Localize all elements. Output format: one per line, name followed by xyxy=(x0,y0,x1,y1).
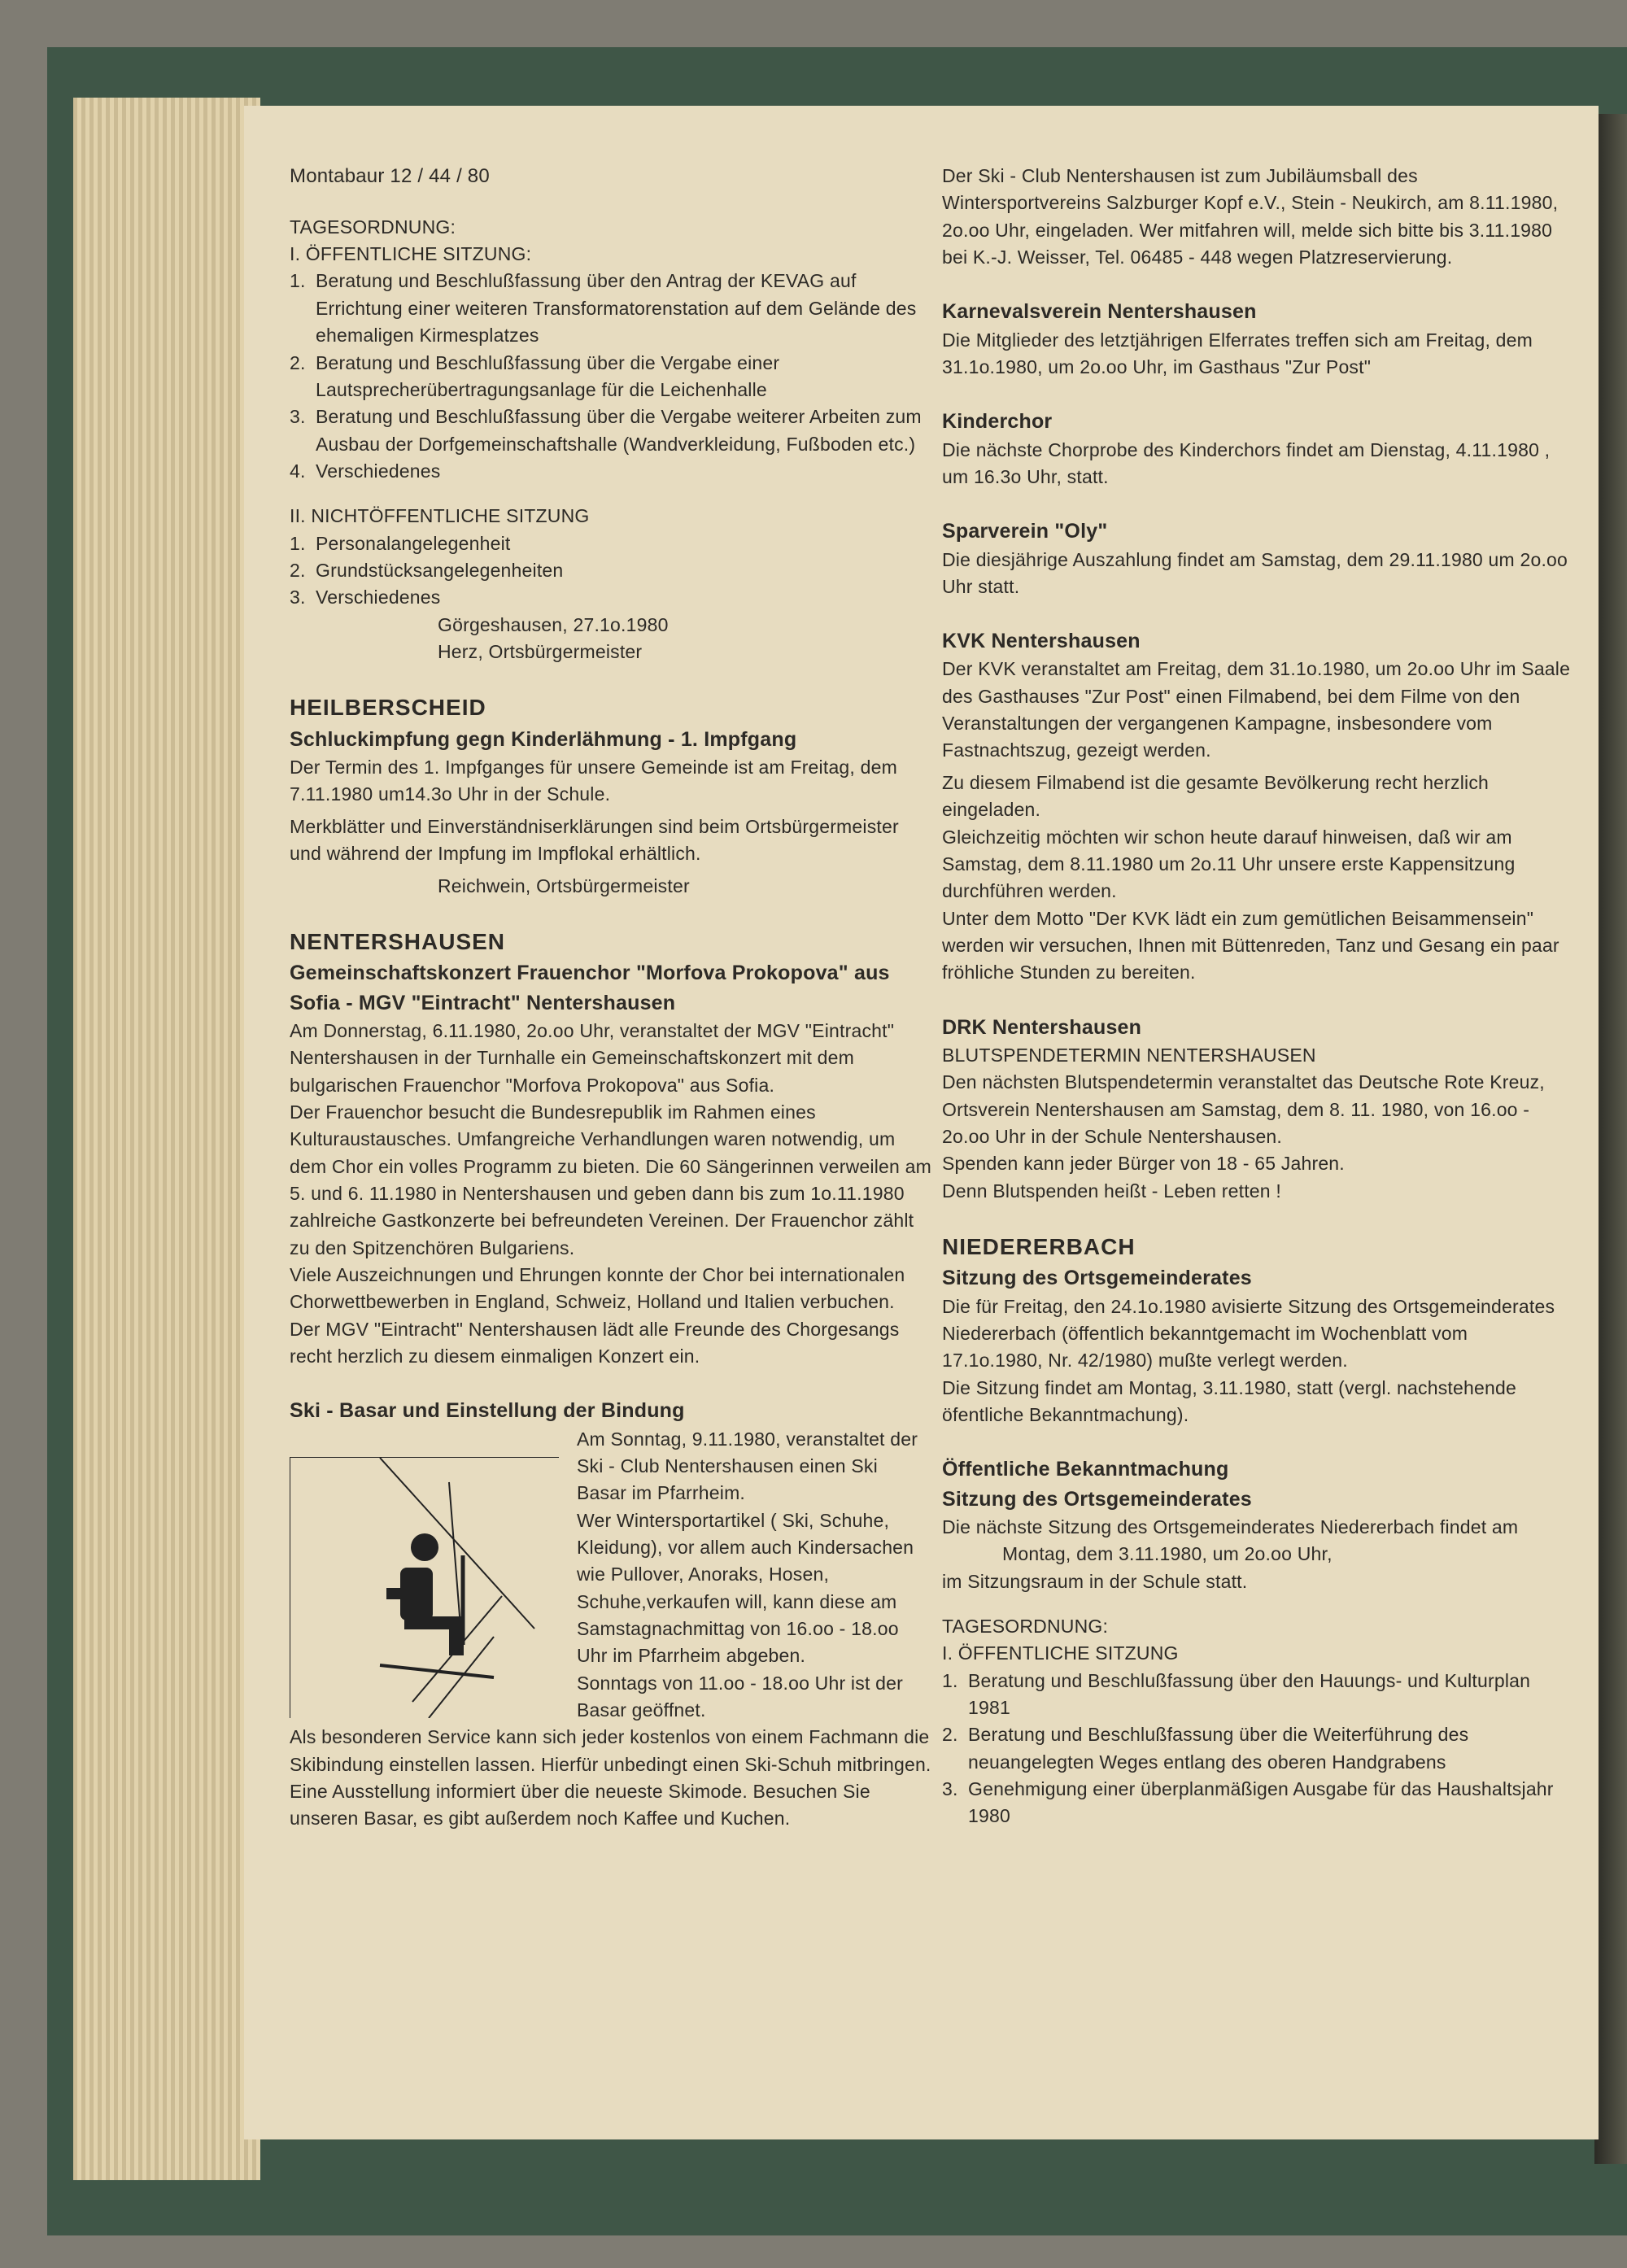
place-heading: NENTERSHAUSEN xyxy=(290,928,506,954)
section-bekanntmachung xyxy=(942,1455,1572,1830)
paragraph: Unter dem Motto "Der KVK lädt ein zum gemütlichen Beisammensein" werden wir versuchen, Ihnen mit Büttenreden, Tanz und Gesang ein paar fröhliche Stunden zu bereiten. xyxy=(942,907,1559,984)
signature: Reichwein, Ortsbürgermeister xyxy=(438,874,690,896)
paragraph: Viele Auszeichnungen und Ehrungen konnte der Chor bei internationalen Chorwettbewerben in England, Schweiz, Holland und Italien verbuchen. xyxy=(290,1264,905,1313)
agenda-item: 2. Beratung und Beschlußfassung über die Vergabe einer Lautsprecherübertragungsanlage für die Leichenhalle xyxy=(290,351,780,400)
paragraph: Am Sonntag, 9.11.1980, veranstaltet der Ski - Club Nentershausen einen Ski Basar im Pfarrheim. xyxy=(577,1428,918,1504)
agenda-title: TAGESORDNUNG: xyxy=(290,216,456,238)
section-heading: DRK Nentershausen xyxy=(942,1015,1142,1039)
page-edges xyxy=(73,98,260,2180)
section-heading: KVK Nentershausen xyxy=(942,630,1141,653)
section-heading: Schluckimpfung gegn Kinderlähmung - 1. Impfgang xyxy=(290,727,797,751)
section-drk xyxy=(942,1013,1572,1205)
place-heading: NIEDERERBACH xyxy=(942,1233,1136,1259)
paragraph: im Sitzungsraum in der Schule statt. xyxy=(942,1570,1248,1592)
agenda-item: 2. Beratung und Beschlußfassung über die Weiterführung des neuangelegten Weges entlang des oberen Handgrabens xyxy=(942,1724,1469,1773)
paragraph: Die nächste Sitzung des Ortsgemeinderates Niedererbach findet am xyxy=(942,1516,1519,1537)
section-niedererbach xyxy=(942,1231,1572,1429)
newspaper-page xyxy=(244,106,1599,2139)
agenda-item: 2. Grundstücksangelegenheiten xyxy=(290,559,564,581)
meeting-date: Montag, dem 3.11.1980, um 2o.oo Uhr, xyxy=(1002,1543,1333,1565)
signature-name: Herz, Ortsbürgermeister xyxy=(438,640,643,662)
agenda-item: 3. Verschiedenes xyxy=(290,587,441,608)
paragraph: Der Frauenchor besucht die Bundesrepublik im Rahmen eines Kulturaustausches. Umfangreiche Verhandlungen waren notwendig, um dem Chor ein volles Programm zu bieten. Die 60 Sängerinnen verweilen am 5. und 6. 11.1980 in Nentershausen und geben dann bis zum 1o.11.1980 zahlreiche Gastkonzerte bei befreundeten Vereinen. Der Frauenchor zählt zu den Spitzenchören Bulgariens. xyxy=(290,1101,931,1258)
agenda-item: 3. Beratung und Beschlußfassung über die Vergabe weiterer Arbeiten zum Ausbau der Dorfgemeinschaftshalle (Wandverkleidung, Fußboden etc.) xyxy=(290,406,922,455)
paragraph: Gleichzeitig möchten wir schon heute darauf hinweisen, daß wir am Samstag, dem 8.11.1980 um 2o.11 Uhr unsere erste Kappensitzung durchführen werden. xyxy=(942,826,1516,902)
section-kinderchor xyxy=(942,407,1572,491)
subheading: BLUTSPENDETERMIN NENTERSHAUSEN xyxy=(942,1044,1316,1066)
right-column xyxy=(942,163,1572,1856)
section-kvk xyxy=(942,626,1572,986)
chairlift-icon xyxy=(290,1458,559,1718)
chairlift-pictogram xyxy=(290,1457,559,1718)
signature-place: Görgeshausen, 27.1o.1980 xyxy=(438,613,669,635)
paragraph: Sonntags von 11.oo - 18.oo Uhr ist der Basar geöffnet. xyxy=(577,1672,903,1721)
paragraph: Die nächste Chorprobe des Kinderchors findet am Dienstag, 4.11.1980 , um 16.3o Uhr, statt. xyxy=(942,438,1551,487)
section-heading: Sitzung des Ortsgemeinderates xyxy=(942,1267,1252,1290)
agenda-item: 1. Personalangelegenheit xyxy=(290,532,511,554)
section-sparverein xyxy=(942,517,1572,600)
paragraph: Der KVK veranstaltet am Freitag, dem 31.1o.1980, um 2o.oo Uhr im Saale des Gasthauses "Zur Post" einen Filmabend, bei dem Filme von den Veranstaltungen der vergangenen Kampagne, insbesondere vom Fastnachtszug, gezeigt werden. xyxy=(942,658,1571,761)
section-heading: Ski - Basar und Einstellung der Bindung xyxy=(290,1399,685,1423)
public-session-heading: I. ÖFFENTLICHE SITZUNG: xyxy=(290,243,532,265)
paragraph: Den nächsten Blutspendetermin veranstaltet das Deutsche Rote Kreuz, Ortsverein Nentershausen am Samstag, dem 8. 11. 1980, von 16.oo - 2o.oo Uhr in der Schule Nentershausen. xyxy=(942,1071,1545,1147)
section-heading: Öffentliche Bekanntmachung xyxy=(942,1458,1229,1481)
paragraph: Die für Freitag, den 24.1o.1980 avisierte Sitzung des Ortsgemeinderates Niedererbach (öffentlich bekanntgemacht im Wochenblatt vom 17.1o.1980, Nr. 42/1980) mußte verlegt werden. xyxy=(942,1295,1555,1372)
paragraph: Am Donnerstag, 6.11.1980, 2o.oo Uhr, veranstaltet der MGV "Eintracht" Nentershausen in der Turnhalle ein Gemeinschaftskonzert mit dem bulgarischen Frauenchor "Morfova Prokopova" aus Sofia. xyxy=(290,1019,895,1096)
agenda-item: 4. Verschiedenes xyxy=(290,460,441,482)
section-nentershausen xyxy=(290,926,932,1371)
paragraph: Als besonderen Service kann sich jeder kostenlos von einem Fachmann die Skibindung einstellen lassen. Hierfür unbedingt einen Ski-Schuh mitbringen. xyxy=(290,1726,931,1775)
paragraph: Die Sitzung findet am Montag, 3.11.1980, statt (vergl. nachstehende öfentliche Bekanntmachung). xyxy=(942,1376,1516,1426)
paragraph: Denn Blutspenden heißt - Leben retten ! xyxy=(942,1180,1281,1202)
paragraph: Wer Wintersportartikel ( Ski, Schuhe, Kleidung), vor allem auch Kindersachen wie Pullover, Anoraks, Hosen, Schuhe,verkaufen will, kann diese am Samstagnachmittag von 16.oo - 18.oo Uhr im Pfarrheim abgeben. xyxy=(577,1509,914,1667)
paragraph: Merkblätter und Einverständniserklärungen sind beim Ortsbürgermeister und während der Impfung im Impflokal erhältlich. xyxy=(290,815,899,865)
section-heading: Kinderchor xyxy=(942,410,1053,434)
agenda-item: 1. Beratung und Beschlußfassung über den Antrag der KEVAG auf Errichtung einer weiteren Transformatorenstation auf dem Gelände des ehemaligen Kirmesplatzes xyxy=(290,270,917,347)
section-heading: Gemeinschaftskonzert Frauenchor "Morfova Prokopova" aus Sofia - MGV "Eintracht" Nentershausen xyxy=(290,962,890,1014)
paragraph: Zu diesem Filmabend ist die gesamte Bevölkerung recht herzlich eingeladen. xyxy=(942,771,1490,821)
section-heilberscheid xyxy=(290,691,932,900)
private-session-heading: II. NICHTÖFFENTLICHE SITZUNG xyxy=(290,505,590,527)
paragraph: Der MGV "Eintracht" Nentershausen lädt alle Freunde des Chorgesangs recht herzlich zu diesem einmaligen Konzert ein. xyxy=(290,1318,900,1367)
paragraph: Die Mitglieder des letztjährigen Elferrates treffen sich am Freitag, dem 31.1o.1980, um 2o.oo Uhr, im Gasthaus "Zur Post" xyxy=(942,329,1533,377)
book-spine xyxy=(1594,114,1627,2164)
agenda-item: 3. Genehmigung einer überplanmäßigen Ausgabe für das Haushaltsjahr 1980 xyxy=(942,1778,1554,1827)
paragraph: Spenden kann jeder Bürger von 18 - 65 Jahren. xyxy=(942,1153,1345,1175)
notice-skiclub: Der Ski - Club Nentershausen ist zum Jubiläumsball des Wintersportvereins Salzburger Kopf e.V., Stein - Neukirch, am 8.11.1980, 2o.oo Uhr, eingeladen. Wer mitfahren will, melde sich bitte bis 3.11.1980 bei K.-J. Weisser, Tel. 06485 - 448 wegen Platzreservierung. xyxy=(942,165,1559,268)
paragraph: Die diesjährige Auszahlung findet am Samstag, dem 29.11.1980 um 2o.oo Uhr statt. xyxy=(942,548,1568,597)
left-column xyxy=(290,163,932,1859)
agenda-title: TAGESORDNUNG: xyxy=(942,1615,1109,1637)
agenda-item: 1. Beratung und Beschlußfassung über den Hauungs- und Kulturplan 1981 xyxy=(942,1669,1531,1718)
place-heading: HEILBERSCHEID xyxy=(290,695,486,721)
public-session-heading: I. ÖFFENTLICHE SITZUNG xyxy=(942,1642,1179,1664)
agenda-goergeshausen xyxy=(290,214,932,666)
paragraph: Eine Ausstellung informiert über die neueste Skimode. Besuchen Sie unseren Basar, es gibt außerdem noch Kaffee und Kuchen. xyxy=(290,1781,870,1830)
paragraph: Der Termin des 1. Impfganges für unsere Gemeinde ist am Freitag, dem 7.11.1980 um14.3o Uhr in der Schule. xyxy=(290,757,897,805)
section-heading: Sparverein "Oly" xyxy=(942,520,1108,543)
section-subheading: Sitzung des Ortsgemeinderates xyxy=(942,1487,1252,1511)
page-header: Montabaur 12 / 44 / 80 xyxy=(290,165,490,187)
section-karnevalsverein xyxy=(942,297,1572,381)
section-heading: Karnevalsverein Nentershausen xyxy=(942,300,1257,324)
section-ski-basar xyxy=(290,1396,932,1832)
